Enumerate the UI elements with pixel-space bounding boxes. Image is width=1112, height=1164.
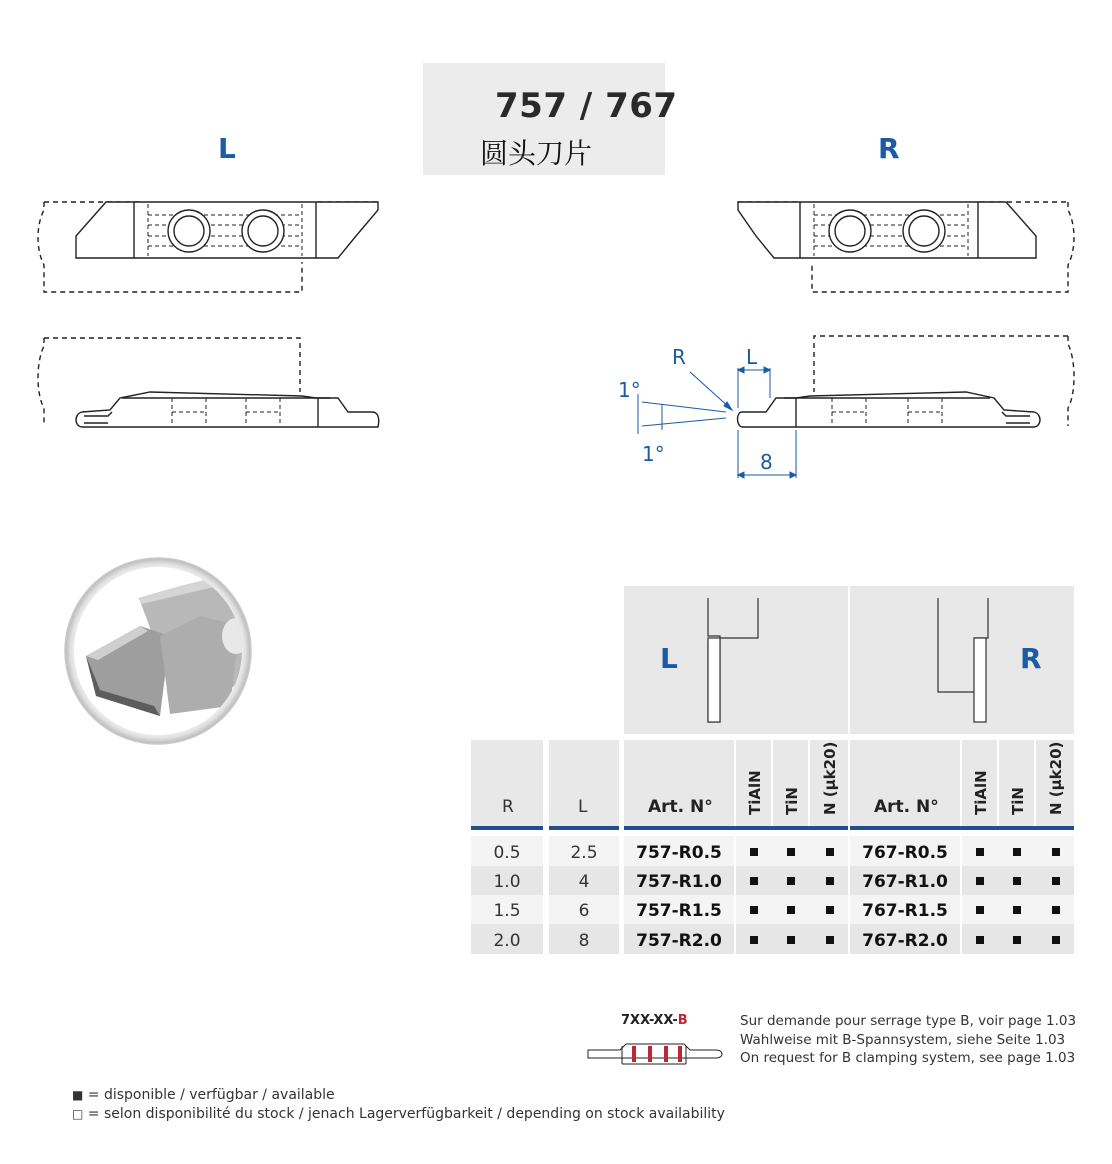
row-1-art-r: 767-R0.5 xyxy=(862,843,948,863)
insert-r-top-view xyxy=(738,202,1074,292)
available-square-icon xyxy=(1013,906,1021,914)
col-gap xyxy=(960,836,962,954)
col-tialn-r-header: TiAlN xyxy=(972,770,990,815)
legend-stock-text: = selon disponibilité du stock / jenach Lagerverfügbarkeit / depending on stock availability xyxy=(87,1106,725,1122)
available-square-icon xyxy=(976,877,984,885)
available-square-icon xyxy=(1052,877,1060,885)
row-1-art-l: 757-R0.5 xyxy=(636,843,722,863)
row-4-r: 2.0 xyxy=(493,931,521,951)
col-gap xyxy=(734,836,736,954)
b-note-fr: Sur demande pour serrage type B, voir page 1.03 xyxy=(740,1013,1077,1029)
empty-square-icon: □ xyxy=(72,1107,84,1121)
row-2-l: 4 xyxy=(578,872,590,892)
b-note-en: On request for B clamping system, see page 1.03 xyxy=(740,1050,1076,1066)
b-insert-icon xyxy=(586,1040,728,1068)
row-2-r: 1.0 xyxy=(493,872,521,892)
left-version-label: L xyxy=(218,132,236,165)
b-code-suffix: B xyxy=(677,1013,688,1028)
b-code xyxy=(621,1013,688,1028)
col-r-header: R xyxy=(502,797,514,817)
available-square-icon xyxy=(750,877,758,885)
available-square-icon xyxy=(976,906,984,914)
row-3-art-r: 767-R1.5 xyxy=(862,901,948,921)
row-3-l: 6 xyxy=(578,901,590,921)
dim-r-label: R xyxy=(672,345,686,369)
row-2-art-l: 757-R1.0 xyxy=(636,872,722,892)
dim-angle-top: 1° xyxy=(618,378,641,402)
available-square-icon xyxy=(826,848,834,856)
insert-drawings xyxy=(0,0,1112,560)
holder-l-label: L xyxy=(660,642,678,675)
available-square-icon xyxy=(1013,848,1021,856)
holder-schematics xyxy=(624,586,1074,734)
row-2-art-r: 767-R1.0 xyxy=(862,872,948,892)
col-art-l-header: Art. N° xyxy=(648,797,713,817)
available-square-icon xyxy=(787,848,795,856)
row-3-r: 1.5 xyxy=(493,901,521,921)
b-note-de: Wahlweise mit B-Spannsystem, siehe Seite 1.03 xyxy=(740,1031,1066,1048)
legend-available-text: = disponible / verfügbar / available xyxy=(87,1087,335,1103)
row-1-r: 0.5 xyxy=(493,843,521,863)
insert-3d-image xyxy=(60,556,256,746)
insert-l-side-view xyxy=(38,338,379,427)
dim-angle-bottom: 1° xyxy=(642,442,665,466)
available-square-icon xyxy=(1013,877,1021,885)
available-square-icon xyxy=(787,906,795,914)
available-square-icon xyxy=(826,936,834,944)
available-square-icon xyxy=(826,906,834,914)
right-version-label: R xyxy=(878,132,900,165)
row-4-l: 8 xyxy=(578,931,590,951)
header-rule xyxy=(850,826,1074,830)
legend-available xyxy=(72,1087,335,1103)
row-4-art-r: 767-R2.0 xyxy=(862,931,948,951)
row-1-l: 2.5 xyxy=(570,843,598,863)
b-code-prefix: 7XX-XX- xyxy=(621,1013,678,1028)
available-square-icon xyxy=(976,848,984,856)
header-rule xyxy=(624,826,848,830)
available-square-icon xyxy=(1052,936,1060,944)
dim-l-label: L xyxy=(746,345,758,369)
available-square-icon xyxy=(750,936,758,944)
page-subtitle: 圆头刀片 xyxy=(480,137,593,170)
col-art-r-header: Art. N° xyxy=(874,797,939,817)
col-l-header: L xyxy=(578,797,588,817)
page-title: 757 / 767 xyxy=(495,86,678,126)
available-square-icon xyxy=(1052,848,1060,856)
row-3-art-l: 757-R1.5 xyxy=(636,901,722,921)
insert-r-side-view xyxy=(738,336,1075,427)
available-square-icon xyxy=(1013,936,1021,944)
header-rule xyxy=(549,826,619,830)
col-tin-r-header: TiN xyxy=(1009,787,1027,815)
legend-stock xyxy=(72,1106,725,1122)
row-4-art-l: 757-R2.0 xyxy=(636,931,722,951)
col-tin-l-header: TiN xyxy=(783,787,801,815)
available-square-icon xyxy=(750,906,758,914)
header-rule xyxy=(471,826,543,830)
filled-square-icon: ■ xyxy=(72,1088,84,1102)
b-note-text xyxy=(740,1012,1076,1068)
available-square-icon xyxy=(976,936,984,944)
dim-width-label: 8 xyxy=(760,450,773,474)
available-square-icon xyxy=(1052,906,1060,914)
holder-r-label: R xyxy=(1020,642,1042,675)
insert-l-top-view xyxy=(38,202,378,292)
col-tialn-l-header: TiAlN xyxy=(746,770,764,815)
available-square-icon xyxy=(750,848,758,856)
available-square-icon xyxy=(787,936,795,944)
available-square-icon xyxy=(826,877,834,885)
col-n-r-header: N (µk20) xyxy=(1047,741,1065,815)
col-n-l-header: N (µk20) xyxy=(821,741,839,815)
available-square-icon xyxy=(787,877,795,885)
